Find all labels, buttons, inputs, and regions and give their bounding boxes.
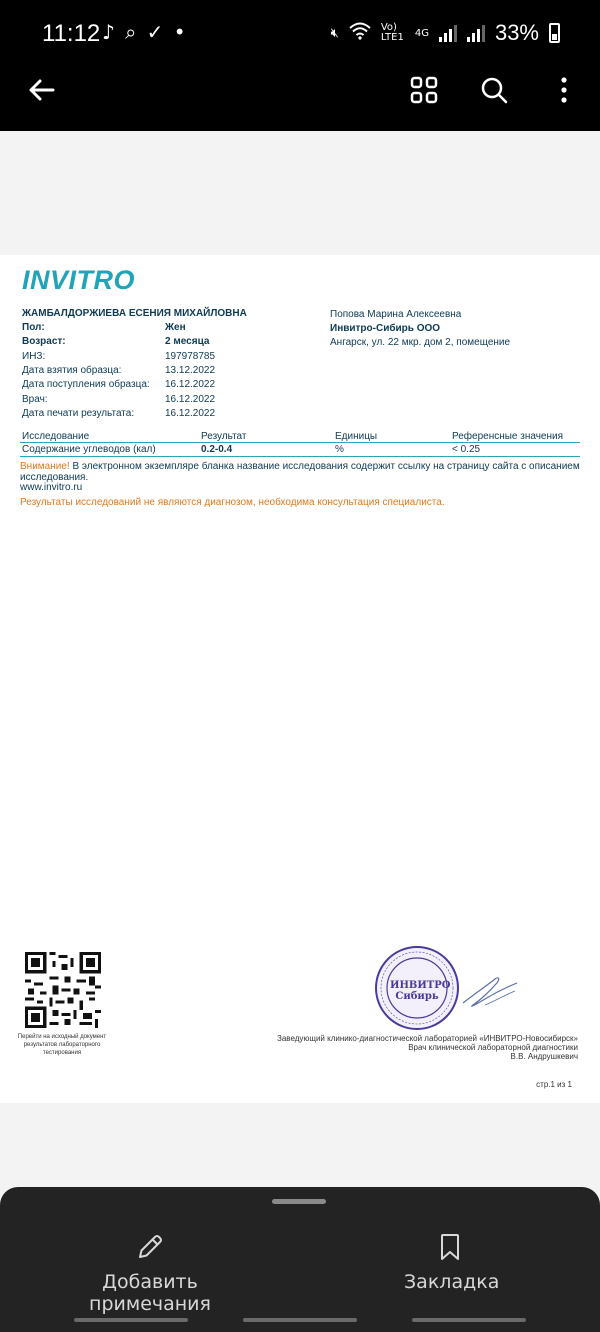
bookmark-icon xyxy=(434,1231,466,1263)
patient-name: ЖАМБАЛДОРЖИЕВА ЕСЕНИЯ МИХАЙЛОВНА xyxy=(22,308,247,319)
signatory-line-1: Заведующий клинико-диагностической лабораторией «ИНВИТРО-Новосибирск» xyxy=(277,1034,578,1043)
qr-caption: Перейти на исходный документ результатов лабораторного тестирования xyxy=(17,1034,107,1056)
sheet-drag-handle[interactable] xyxy=(272,1199,326,1204)
header-reference: Референсные значения xyxy=(452,431,564,442)
warning-note xyxy=(20,461,585,483)
add-notes-button[interactable] xyxy=(47,1231,253,1315)
battery-percent: 33% xyxy=(494,20,539,45)
bottom-action-sheet xyxy=(0,1187,600,1332)
notification-icons: ♪ ⌕ ✓ • xyxy=(102,20,188,44)
add-notes-label: Добавить примечания xyxy=(89,1271,211,1315)
nav-indicator-center xyxy=(243,1318,357,1322)
field-label: Возраст: xyxy=(22,336,66,347)
top-bar xyxy=(0,0,600,131)
field-label: Дата взятия образца: xyxy=(22,365,122,376)
signatory-line-3: В.В. Андрушкевич xyxy=(510,1052,578,1061)
network-type: 4G xyxy=(414,27,429,39)
test-result: 0.2-0.4 xyxy=(201,444,233,455)
stamp-text: ИНВИТРО Сибирь xyxy=(390,980,451,1002)
field-label: Пол: xyxy=(22,322,45,333)
lab-address: Ангарск, ул. 22 мкр. дом 2, помещение xyxy=(330,337,511,348)
pencil-icon xyxy=(134,1231,166,1263)
invitro-logo: INVITRO xyxy=(22,265,136,295)
signal-icon-2 xyxy=(467,24,485,42)
nav-indicator-right xyxy=(412,1318,526,1322)
disclaimer-text: Результаты исследований не являются диагнозом, необходима консультация специалиста. xyxy=(20,497,445,508)
field-value: Жен xyxy=(165,322,186,333)
warning-text: В электронном экземпляре бланка название исследования содержит ссылку на страницу сайта с описанием исследования. xyxy=(20,461,580,483)
wifi-icon xyxy=(349,22,371,44)
status-right xyxy=(331,20,560,46)
header-test: Исследование xyxy=(22,431,90,442)
more-options-icon[interactable] xyxy=(546,72,582,108)
nav-indicator-left xyxy=(74,1318,188,1322)
back-arrow-icon[interactable] xyxy=(24,72,60,108)
field-label: Дата поступления образца: xyxy=(22,379,150,390)
network-label: Vo) LTE1 xyxy=(380,22,404,43)
header-result: Результат xyxy=(201,431,247,442)
field-value: 197978785 xyxy=(165,351,216,362)
signal-icon-1 xyxy=(439,24,457,42)
qr-code xyxy=(24,952,102,1028)
mute-icon: 🔇︎ xyxy=(330,25,339,41)
header-units: Единицы xyxy=(335,431,378,442)
grid-view-icon[interactable] xyxy=(406,72,442,108)
test-reference: < 0.25 xyxy=(452,444,481,455)
document-page[interactable] xyxy=(0,255,600,1103)
field-value: 2 месяца xyxy=(165,336,210,347)
results-header xyxy=(20,430,580,443)
field-value: 13.12.2022 xyxy=(165,365,216,376)
field-value: 16.12.2022 xyxy=(165,379,216,390)
status-time: 11:12 xyxy=(42,20,101,47)
test-name-link[interactable]: Содержание углеводов (кал) xyxy=(22,444,156,455)
signature xyxy=(455,965,525,1015)
lab-info xyxy=(330,308,510,350)
signatory-block xyxy=(248,1034,578,1061)
site-link[interactable]: www.invitro.ru xyxy=(20,482,83,493)
signatory-line-2: Врач клинической лабораторной диагностики xyxy=(408,1043,578,1052)
table-row xyxy=(20,443,580,457)
field-value: 16.12.2022 xyxy=(165,394,216,405)
page-number: стр.1 из 1 xyxy=(536,1080,572,1089)
search-icon[interactable] xyxy=(476,72,512,108)
test-units: % xyxy=(335,444,344,455)
field-label: Врач: xyxy=(22,394,48,405)
status-bar xyxy=(0,0,600,66)
warning-highlight: Внимание! xyxy=(20,461,70,472)
lab-org: Инвитро-Сибирь ООО xyxy=(330,323,441,334)
battery-icon xyxy=(549,23,560,43)
bookmark-button[interactable] xyxy=(404,1231,500,1293)
lab-person: Попова Марина Алексеевна xyxy=(330,309,462,320)
field-value: 16.12.2022 xyxy=(165,408,216,419)
field-label: Дата печати результата: xyxy=(22,408,135,419)
bookmark-label: Закладка xyxy=(404,1271,500,1293)
field-label: ИНЗ: xyxy=(22,351,46,362)
